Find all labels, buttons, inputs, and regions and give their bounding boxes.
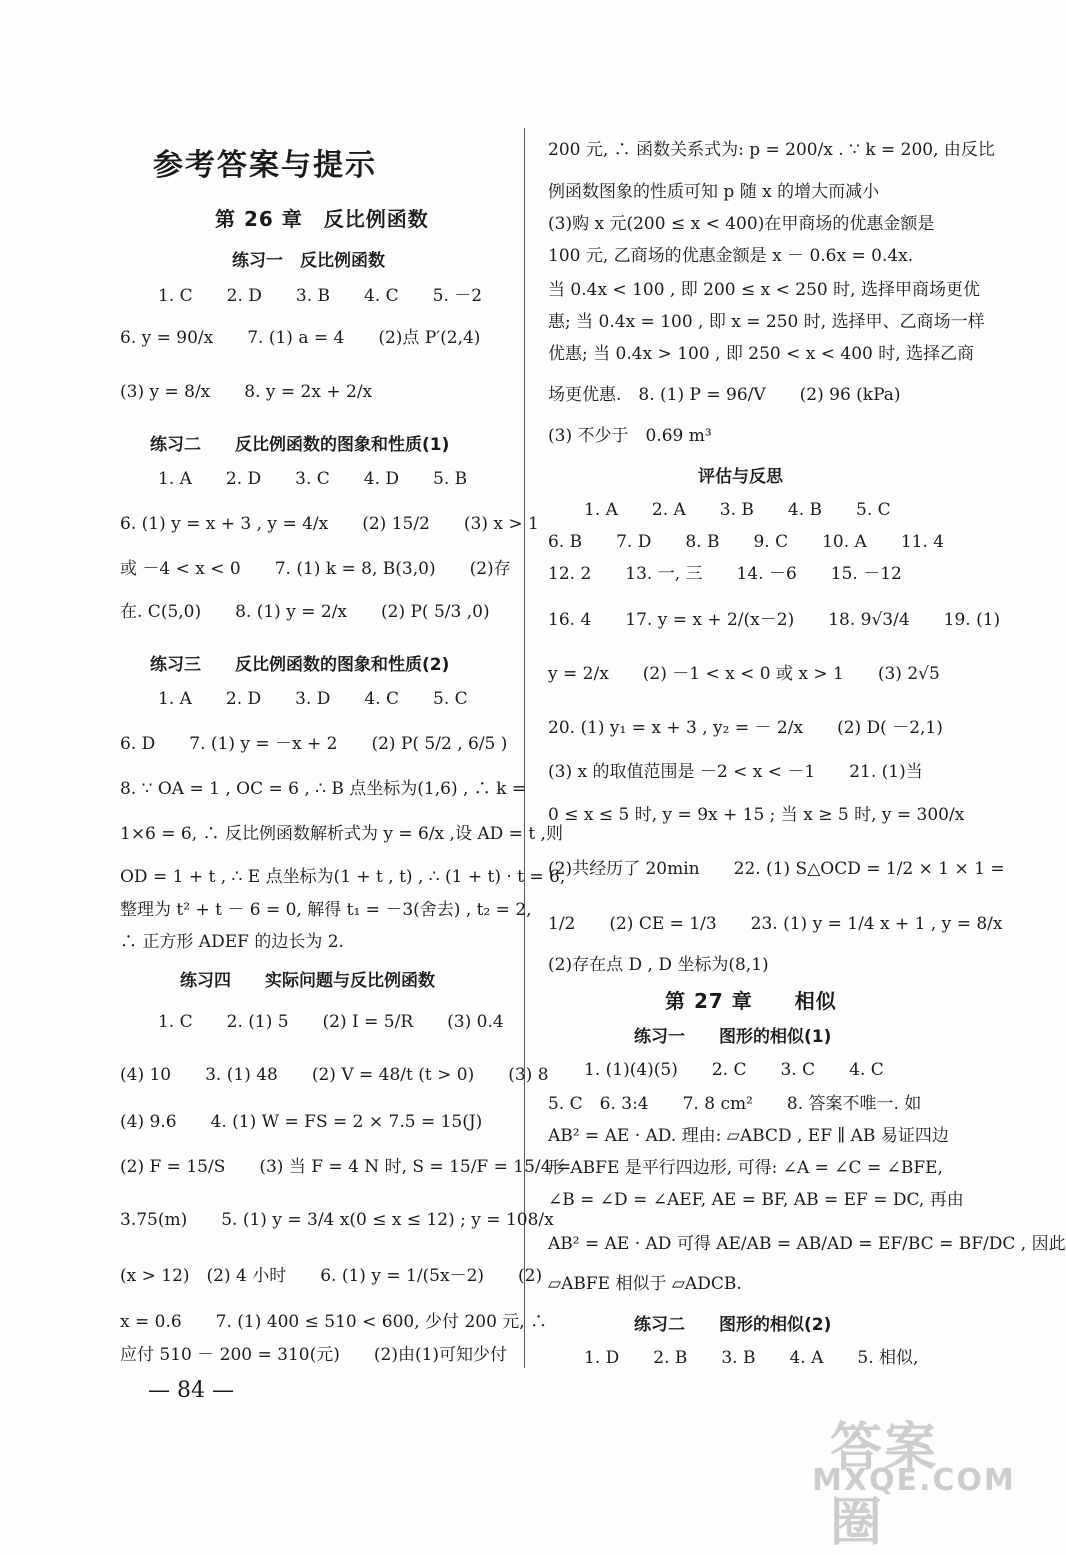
chapter-heading: 第 26 章 反比例函数 bbox=[215, 207, 429, 231]
answer-line: 0 ≤ x ≤ 5 时, y = 9x + 15 ; 当 x ≥ 5 时, y = 300/x bbox=[548, 805, 965, 825]
answer-line: (4) 9.6 4. (1) W = FS = 2 × 7.5 = 15(J) bbox=[120, 1112, 483, 1132]
answer-line: 1. C 2. D 3. B 4. C 5. －2 bbox=[158, 286, 483, 306]
section-heading: 练习一 反比例函数 bbox=[232, 251, 385, 271]
answer-line: 或 －4 < x < 0 7. (1) k = 8, B(3,0) (2)存 bbox=[120, 559, 511, 579]
answer-line: 6. B 7. D 8. B 9. C 10. A 11. 4 bbox=[548, 532, 945, 552]
page-title: 参考答案与提示 bbox=[153, 148, 377, 183]
answer-line: 6. (1) y = x + 3 , y = 4/x (2) 15/2 (3) x > 1 bbox=[120, 514, 539, 534]
answer-line: (3) 不少于 0.69 m³ bbox=[548, 426, 712, 446]
answer-line: ▱ABFE 相似于 ▱ADCB. bbox=[548, 1274, 742, 1294]
section-heading: 练习一 图形的相似(1) bbox=[634, 1027, 832, 1047]
answer-line: ∴ 正方形 ADEF 的边长为 2. bbox=[120, 932, 344, 952]
page-number: — 84 — bbox=[148, 1378, 234, 1403]
section-heading: 练习二 图形的相似(2) bbox=[634, 1315, 832, 1335]
answer-line: (2) F = 15/S (3) 当 F = 4 N 时, S = 15/F = 15/4 = bbox=[120, 1157, 572, 1177]
answer-line: 在. C(5,0) 8. (1) y = 2/x (2) P( 5/3 ,0) bbox=[120, 602, 490, 622]
answer-line: AB² = AE · AD 可得 AE/AB = AB/AD = EF/BC = BF/DC , 因此 bbox=[548, 1234, 1066, 1254]
answer-line: 12. 2 13. 一, 三 14. －6 15. －12 bbox=[548, 564, 902, 584]
answer-line: 3.75(m) 5. (1) y = 3/4 x(0 ≤ x ≤ 12) ; y = 108/x bbox=[120, 1210, 554, 1230]
answer-line: 1. A 2. A 3. B 4. B 5. C bbox=[584, 500, 891, 520]
answer-line: 当 0.4x < 100 , 即 200 ≤ x < 250 时, 选择甲商场更优 bbox=[548, 280, 980, 300]
answer-line: 8. ∵ OA = 1 , OC = 6 , ∴ B 点坐标为(1,6) , ∴ k = bbox=[120, 779, 527, 799]
answer-line: 1. A 2. D 3. C 4. D 5. B bbox=[158, 469, 468, 489]
answer-line: 场更优惠. 8. (1) P = 96/V (2) 96 (kPa) bbox=[548, 385, 901, 405]
answer-line: (x > 12) (2) 4 小时 6. (1) y = 1/(5x－2) (2) bbox=[120, 1266, 543, 1286]
answer-line: 200 元, ∴ 函数关系式为: p = 200/x . ∵ k = 200, 由反比 bbox=[548, 140, 995, 160]
answer-line: 优惠; 当 0.4x > 100 , 即 250 < x < 400 时, 选择乙商 bbox=[548, 344, 975, 364]
answer-line: AB² = AE · AD. 理由: ▱ABCD , EF ∥ AB 易证四边 bbox=[548, 1126, 949, 1146]
answer-line: 1. (1)(4)(5) 2. C 3. C 4. C bbox=[584, 1060, 884, 1080]
answer-line: (3)购 x 元(200 ≤ x < 400)在甲商场的优惠金额是 bbox=[548, 214, 935, 234]
section-heading: 练习二 反比例函数的图象和性质(1) bbox=[150, 435, 450, 455]
answer-line: 应付 510 － 200 = 310(元) (2)由(1)可知少付 bbox=[120, 1345, 508, 1365]
answer-line: 20. (1) y₁ = x + 3 , y₂ = － 2/x (2) D( －2,1) bbox=[548, 718, 943, 738]
answer-line: 整理为 t² + t － 6 = 0, 解得 t₁ = －3(舍去) , t₂ = 2, bbox=[120, 900, 532, 920]
section-heading: 评估与反思 bbox=[698, 467, 783, 487]
column-divider bbox=[524, 128, 525, 1368]
section-heading: 练习四 实际问题与反比例函数 bbox=[180, 971, 435, 991]
answer-line: (3) y = 8/x 8. y = 2x + 2/x bbox=[120, 382, 373, 402]
answer-line: 6. D 7. (1) y = －x + 2 (2) P( 5/2 , 6/5 ) bbox=[120, 734, 508, 754]
answer-line: 1. C 2. (1) 5 (2) I = 5/R (3) 0.4 bbox=[158, 1012, 504, 1032]
watermark-text: 答案圈 bbox=[830, 1418, 939, 1553]
answer-line: 16. 4 17. y = x + 2/(x－2) 18. 9√3/4 19. (1) bbox=[548, 610, 1001, 630]
answer-line: x = 0.6 7. (1) 400 ≤ 510 < 600, 少付 200 元, ∴ bbox=[120, 1312, 548, 1332]
section-heading: 练习三 反比例函数的图象和性质(2) bbox=[150, 655, 450, 675]
watermark-logo bbox=[800, 1405, 1016, 1553]
chapter-heading: 第 27 章 相似 bbox=[665, 989, 837, 1013]
answer-line: 1. A 2. D 3. D 4. C 5. C bbox=[158, 689, 468, 709]
answer-line: 1. D 2. B 3. B 4. A 5. 相似, bbox=[584, 1348, 919, 1368]
answer-line: (4) 10 3. (1) 48 (2) V = 48/t (t > 0) (3) 8 bbox=[120, 1065, 549, 1085]
answer-line: 1/2 (2) CE = 1/3 23. (1) y = 1/4 x + 1 , y = 8/x bbox=[548, 914, 1003, 934]
answer-line: 1×6 = 6, ∴ 反比例函数解析式为 y = 6/x ,设 AD = t ,则 bbox=[120, 824, 563, 844]
answer-line: (2)存在点 D , D 坐标为(8,1) bbox=[548, 955, 769, 975]
answer-line: 惠; 当 0.4x = 100 , 即 x = 250 时, 选择甲、乙商场一样 bbox=[548, 312, 985, 332]
watermark-url: MXQE.COM bbox=[812, 1463, 1016, 1498]
answer-line: ∠B = ∠D = ∠AEF, AE = BF, AB = EF = DC, 再由 bbox=[548, 1190, 964, 1210]
answer-line: (3) x 的取值范围是 －2 < x < －1 21. (1)当 bbox=[548, 762, 923, 782]
answer-line: 5. C 6. 3:4 7. 8 cm² 8. 答案不唯一. 如 bbox=[548, 1094, 922, 1114]
answer-line: OD = 1 + t , ∴ E 点坐标为(1 + t , t) , ∴ (1 + t) · t = 6, bbox=[120, 867, 566, 887]
answer-line: (2)共经历了 20min 22. (1) S△OCD = 1/2 × 1 × 1 = bbox=[548, 859, 1005, 879]
answer-line: y = 2/x (2) －1 < x < 0 或 x > 1 (3) 2√5 bbox=[548, 664, 940, 684]
answer-line: 6. y = 90/x 7. (1) a = 4 (2)点 P′(2,4) bbox=[120, 328, 481, 348]
answer-line: 例函数图象的性质可知 p 随 x 的增大而减小 bbox=[548, 182, 880, 202]
answer-line: 形 ABFE 是平行四边形, 可得: ∠A = ∠C = ∠BFE, bbox=[548, 1158, 943, 1178]
answer-line: 100 元, 乙商场的优惠金额是 x － 0.6x = 0.4x. bbox=[548, 246, 914, 266]
